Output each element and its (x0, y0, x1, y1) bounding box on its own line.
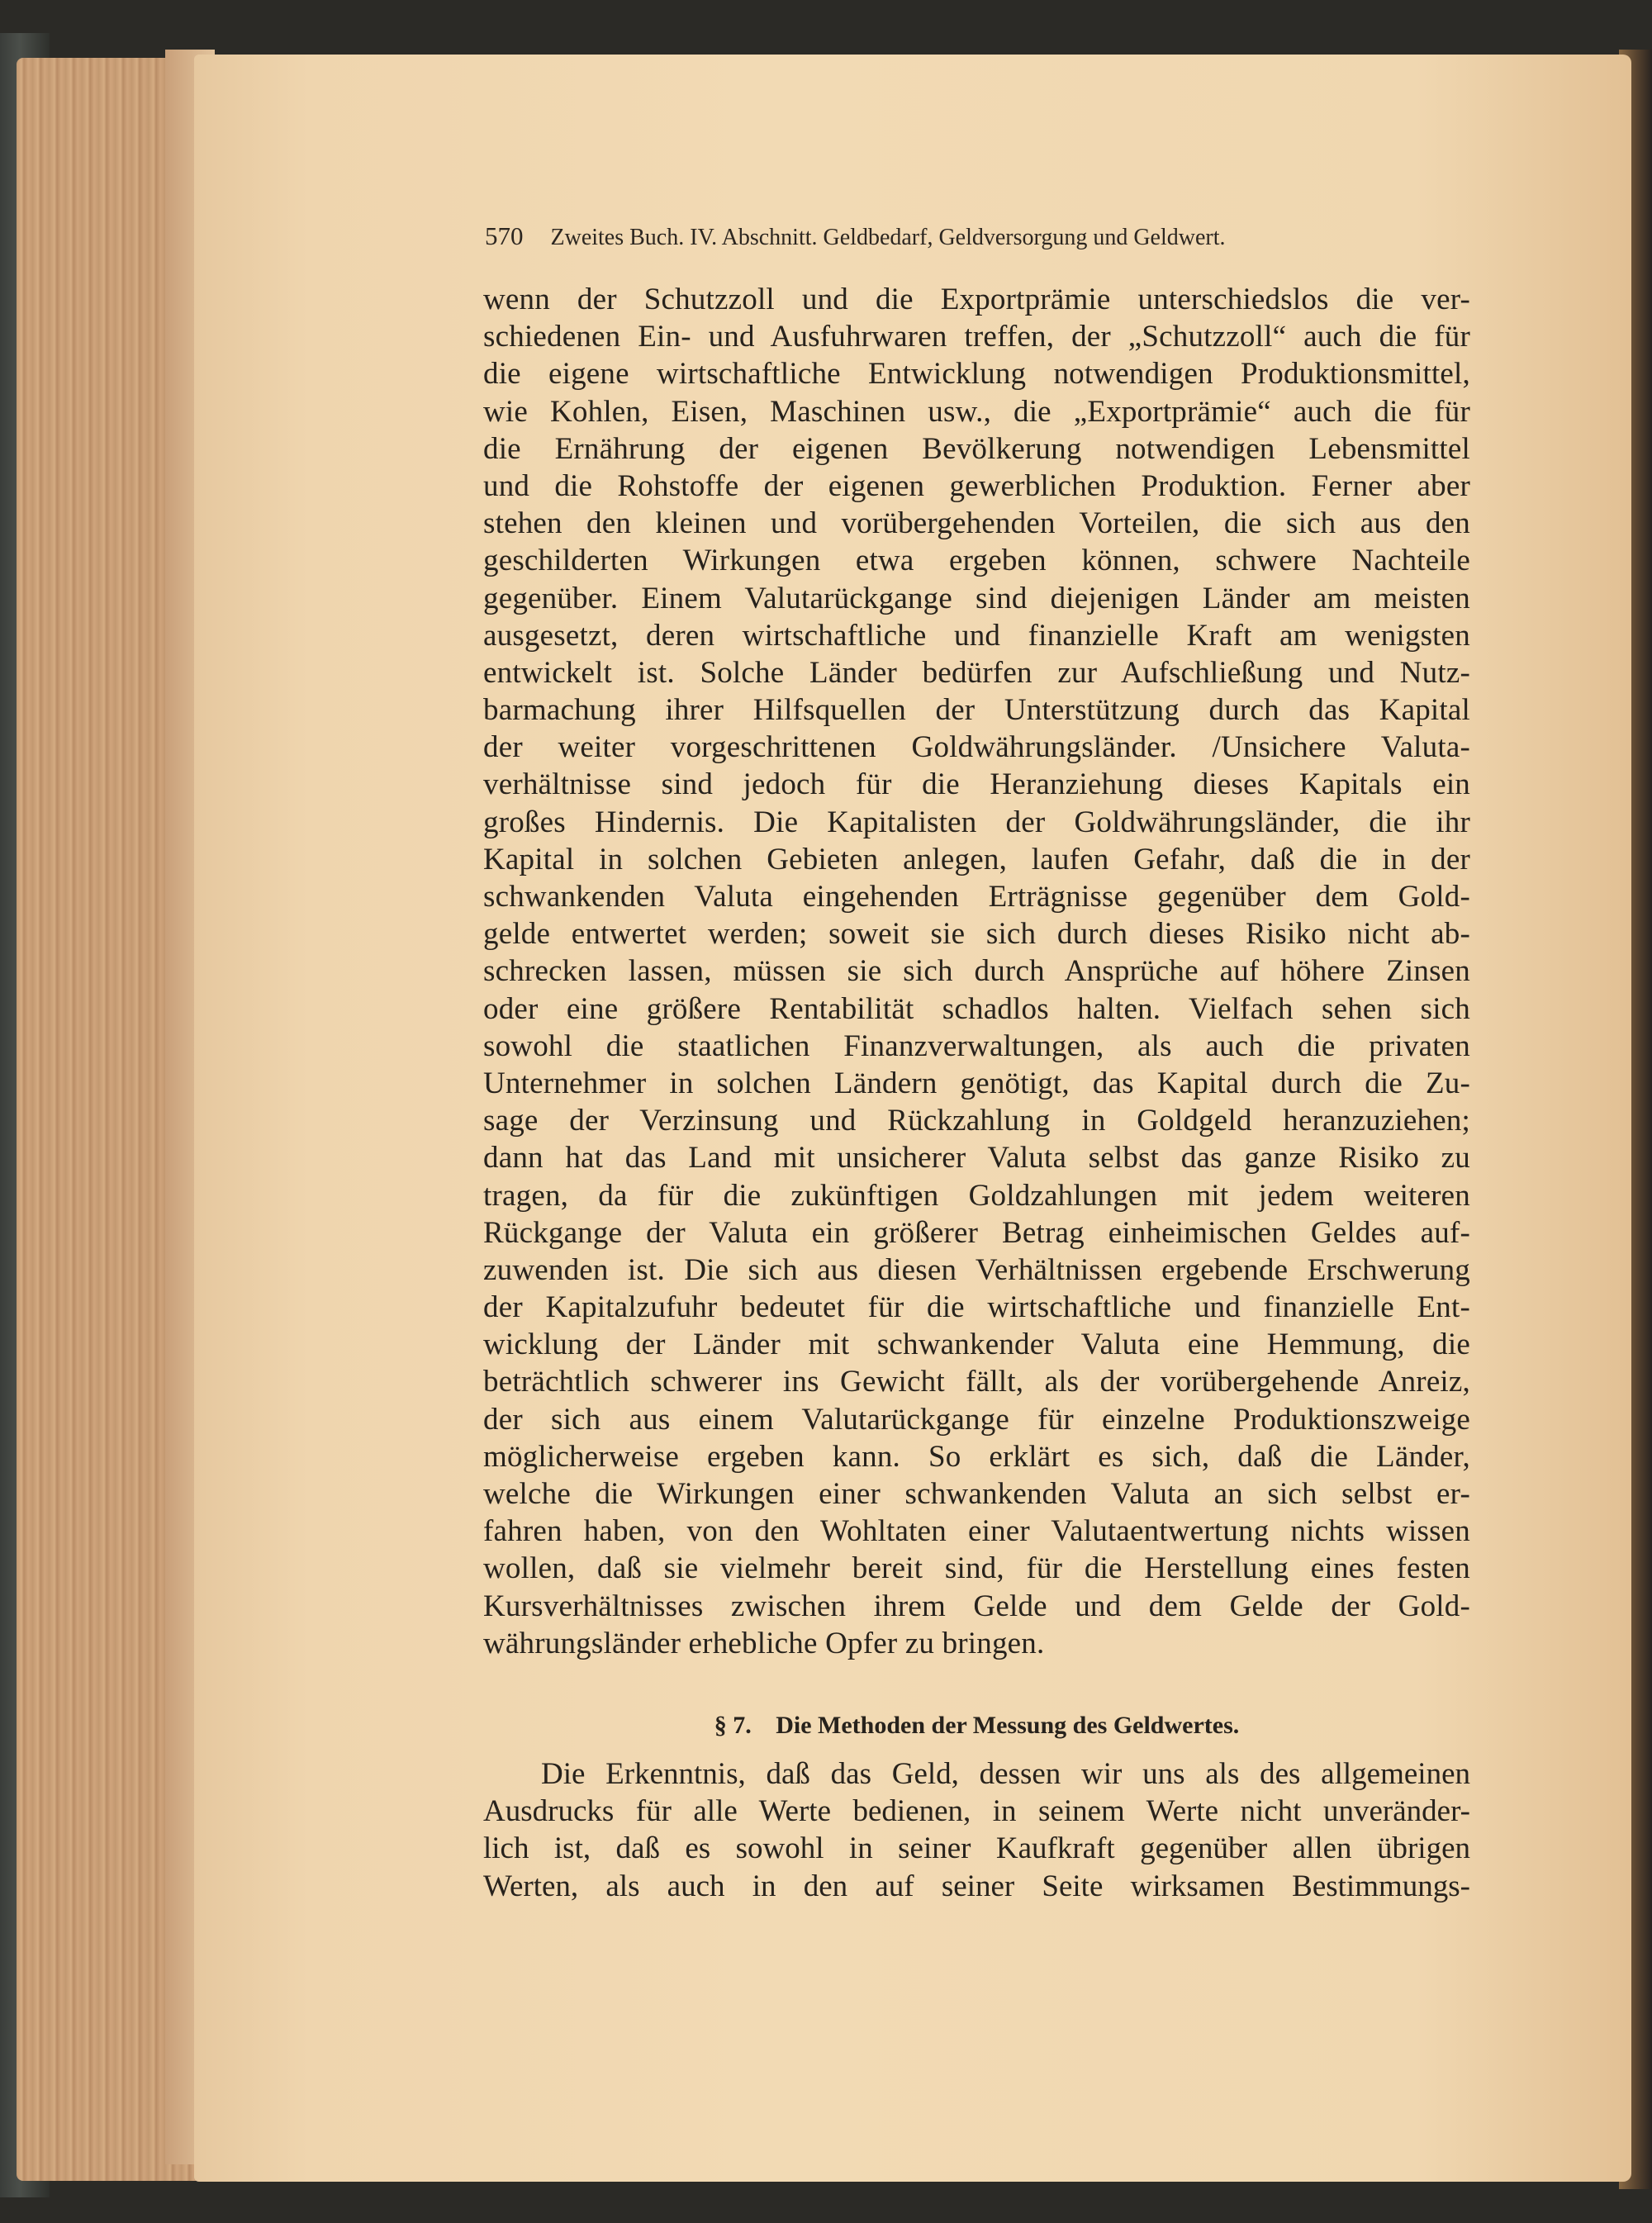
text-line: dann hat das Land mit unsicherer Valuta selbst das ganze Risiko zu (483, 1141, 1470, 1176)
text-line: der sich aus einem Valutarückgange für einzelne Produktionszweige (483, 1402, 1470, 1437)
text-line: und die Rohstoffe der eigenen gewerblichen Produktion. Ferner aber (483, 468, 1470, 503)
running-title: Zweites Buch. IV. Abschnitt. Geldbedarf, Geldversorgung und Geldwert. (550, 225, 1226, 250)
text-line: die Ernährung der eigenen Bevölkerung notwendigen Lebensmittel (483, 431, 1470, 466)
text-line: wenn der Schutzzoll und die Exportprämie unterschiedslos die ver- (483, 283, 1470, 316)
text-line: großes Hindernis. Die Kapitalisten der Goldwährungsländer, die ihr (483, 805, 1470, 839)
text-line: stehen den kleinen und vorübergehenden Vorteilen, die sich aus den (483, 506, 1470, 541)
text-line: geschilderten Wirkungen etwa ergeben können, schwere Nachteile (483, 544, 1470, 578)
text-line: schrecken lassen, müssen sie sich durch Ansprüche auf höhere Zinsen (483, 954, 1470, 989)
text-line: der Kapitalzufuhr bedeutet für die wirtschaftliche und finanzielle Ent- (483, 1290, 1470, 1325)
section-heading (483, 1712, 1470, 1740)
text-line: schiedenen Ein- und Ausfuhrwaren treffen, der „Schutzzoll“ auch die für (483, 320, 1470, 354)
text-line: die eigene wirtschaftliche Entwicklung notwendigen Produktionsmittel, (483, 357, 1470, 392)
section-number: § 7. (714, 1712, 752, 1739)
text-line: währungsländer erhebliche Opfer zu bringen. (483, 1626, 1045, 1660)
text-line: sage der Verzinsung und Rückzahlung in Goldgeld heranzuziehen; (483, 1104, 1470, 1138)
paragraph-1 (483, 281, 1470, 1662)
running-header (485, 221, 1435, 251)
text-line: entwickelt ist. Solche Länder bedürfen zur Aufschließung und Nutz- (483, 655, 1470, 690)
text-line: beträchtlich schwerer ins Gewicht fällt, als der vorübergehende Anreiz, (483, 1365, 1470, 1399)
text-line: Kapital in solchen Gebieten anlegen, laufen Gefahr, daß die in der (483, 842, 1470, 876)
text-line: Kursverhältnisses zwischen ihrem Gelde und dem Gelde der Gold- (483, 1589, 1470, 1623)
text-line: der weiter vorgeschrittenen Goldwährungsländer. /Unsichere Valuta- (483, 730, 1470, 765)
text-line: Die Erkenntnis, daß das Geld, dessen wir uns als des allgemeinen (541, 1757, 1470, 1791)
text-line: barmachung ihrer Hilfsquellen der Unterstützung durch das Kapital (483, 693, 1470, 728)
text-line: tragen, da für die zukünftigen Goldzahlungen mit jedem weiteren (483, 1178, 1470, 1213)
section-title-text: Die Methoden der Messung des Geldwertes. (776, 1712, 1240, 1739)
text-line: sowohl die staatlichen Finanzverwaltungen, als auch die privaten (483, 1028, 1470, 1063)
text-line: wie Kohlen, Eisen, Maschinen usw., die „Exportprämie“ auch die für (483, 394, 1470, 429)
text-line: fahren haben, von den Wohltaten einer Valutaentwertung nichts wissen (483, 1514, 1470, 1549)
text-line: oder eine größere Rentabilität schadlos halten. Vielfach sehen sich (483, 991, 1470, 1026)
text-line: möglicherweise ergeben kann. So erklärt es sich, daß die Länder, (483, 1439, 1470, 1474)
text-line: lich ist, daß es sowohl in seiner Kaufkraft gegenüber allen übrigen (483, 1831, 1470, 1866)
paragraph-2 (483, 1755, 1470, 1905)
text-line: ausgesetzt, deren wirtschaftliche und finanzielle Kraft am wenigsten (483, 618, 1470, 653)
text-line: Unternehmer in solchen Ländern genötigt, das Kapital durch die Zu- (483, 1066, 1470, 1100)
text-line: Werten, als auch in den auf seiner Seite wirksamen Bestimmungs- (483, 1869, 1470, 1903)
text-line: Rückgange der Valuta ein größerer Betrag einheimischen Geldes auf- (483, 1215, 1470, 1250)
page-number: 570 (485, 221, 524, 250)
text-line: Ausdrucks für alle Werte bedienen, in seinem Werte nicht unveränder- (483, 1794, 1470, 1829)
text-line: schwankenden Valuta eingehenden Erträgnisse gegenüber dem Gold- (483, 880, 1470, 914)
text-line: gelde entwertet werden; soweit sie sich durch dieses Risiko nicht ab- (483, 917, 1470, 952)
text-line: verhältnisse sind jedoch für die Heranziehung dieses Kapitals ein (483, 767, 1470, 802)
text-line: wicklung der Länder mit schwankender Valuta eine Hemmung, die (483, 1328, 1470, 1362)
text-line: wollen, daß sie vielmehr bereit sind, für die Herstellung eines festen (483, 1551, 1470, 1586)
text-line: zuwenden ist. Die sich aus diesen Verhältnissen ergebende Erschwerung (483, 1252, 1470, 1287)
text-line: welche die Wirkungen einer schwankenden Valuta an sich selbst er- (483, 1477, 1470, 1511)
text-line: gegenüber. Einem Valutarückgange sind diejenigen Länder am meisten (483, 581, 1470, 615)
